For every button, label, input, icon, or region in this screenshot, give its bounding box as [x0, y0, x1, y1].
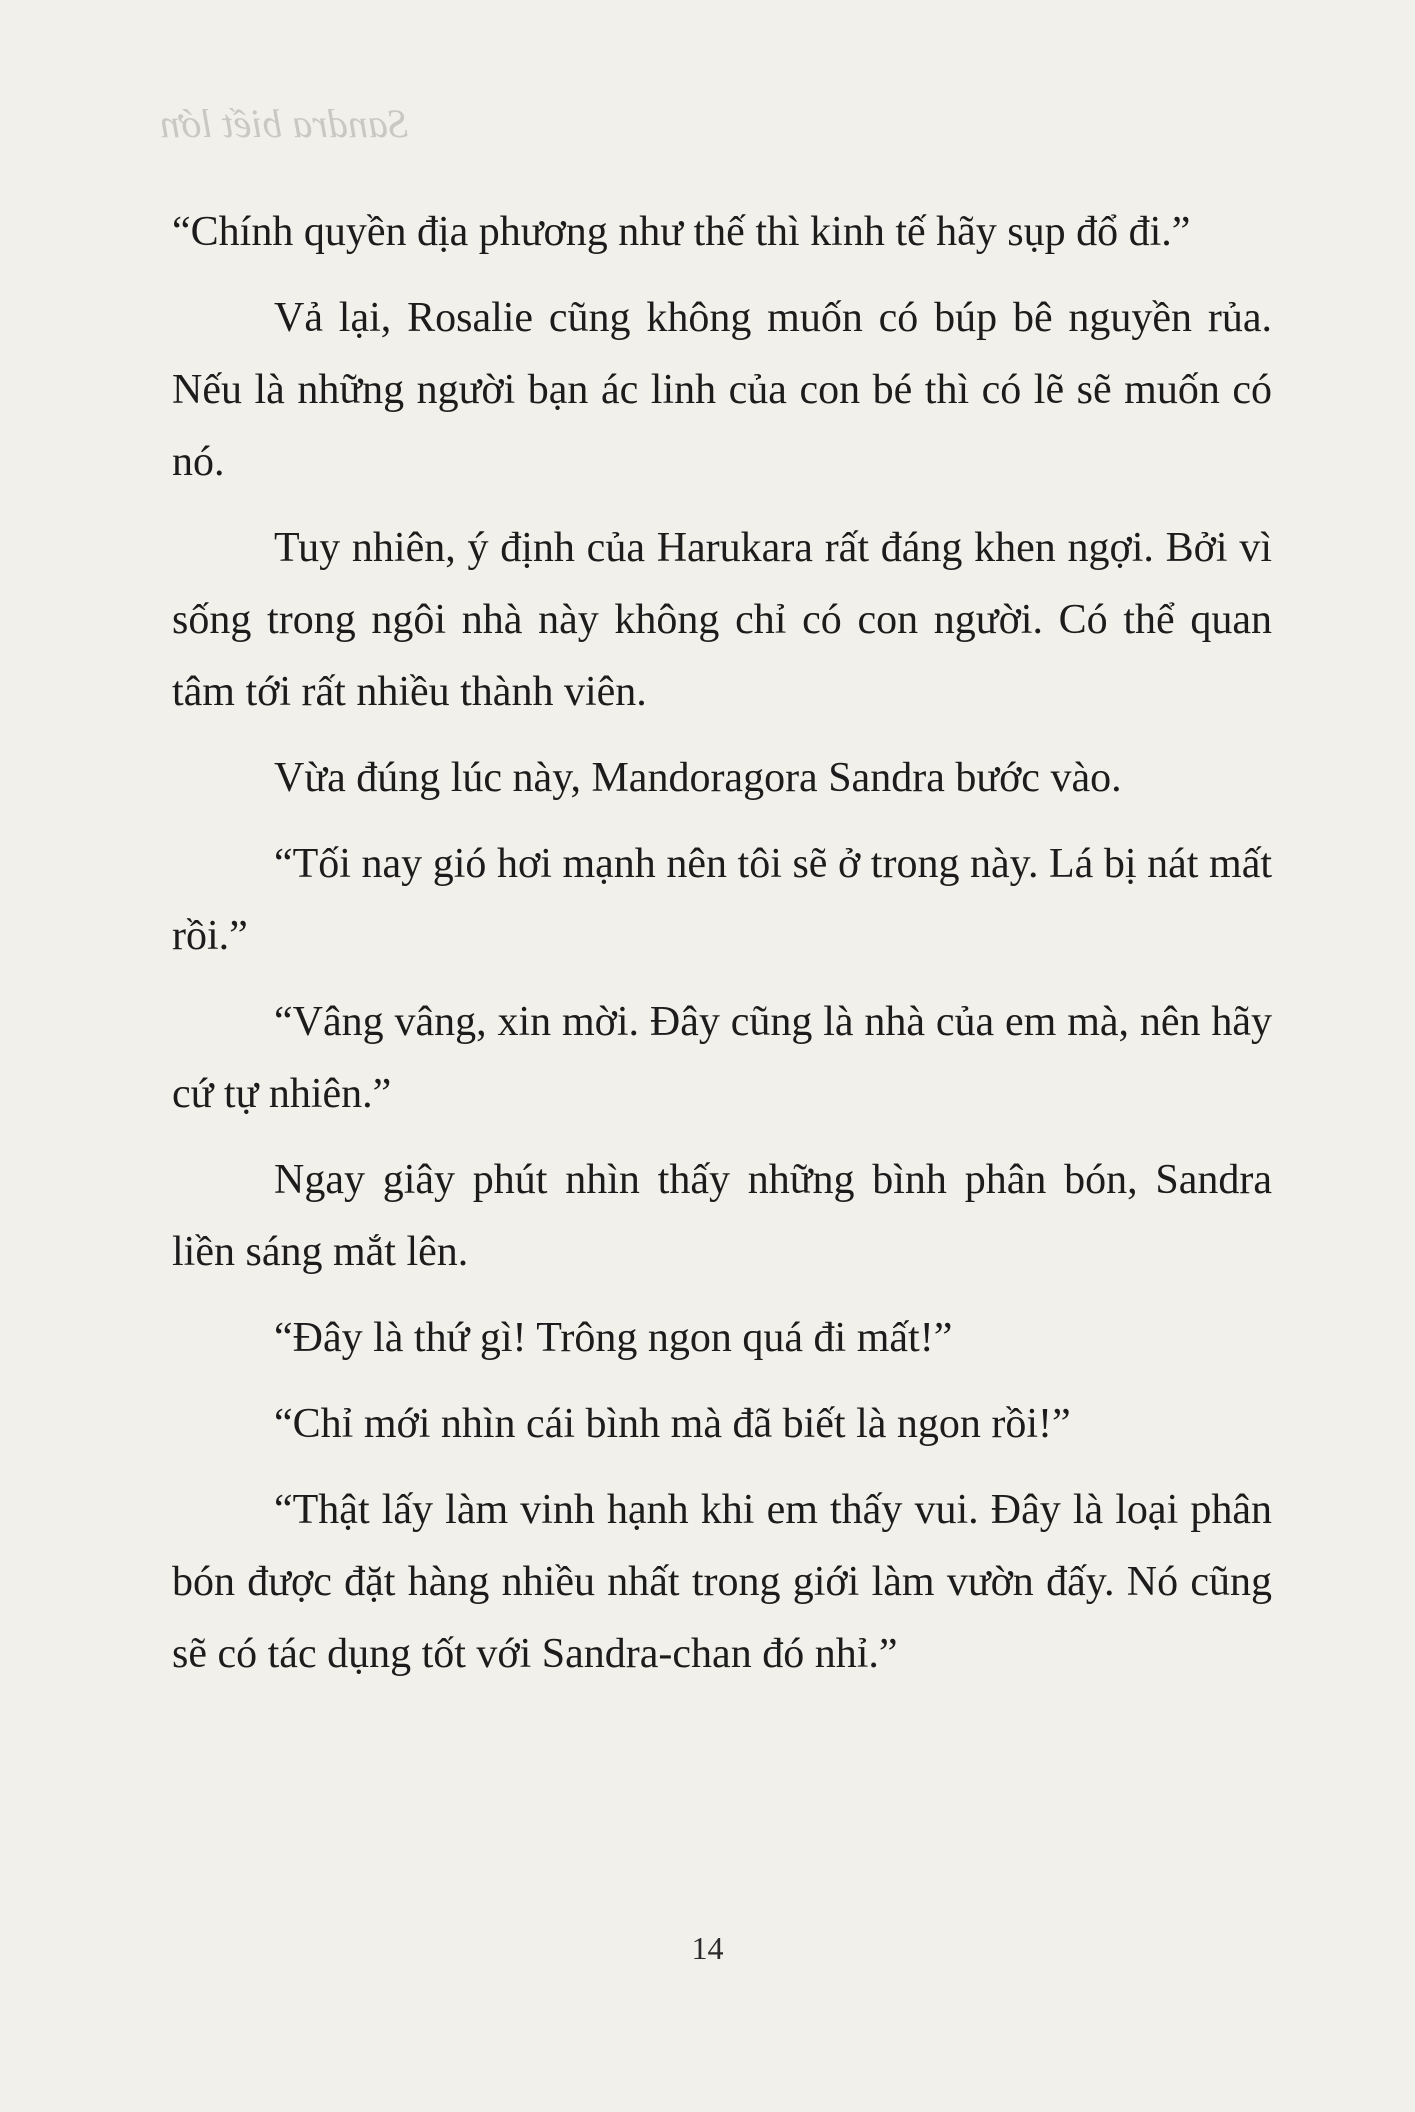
paragraph: “Chỉ mới nhìn cái bình mà đã biết là ngon rồi!” [274, 1401, 1071, 1447]
body-text [172, 196, 1272, 1704]
paragraph: Vừa đúng lúc này, Mandoragora Sandra bước vào. [274, 755, 1122, 801]
page-number: 14 [691, 1930, 724, 1966]
paragraph: Vả lại, Rosalie cũng không muốn có búp bê nguyền rủa. Nếu là những người bạn ác linh của con bé thì có lẽ sẽ muốn có nó. [172, 295, 1272, 485]
paragraph: “Vâng vâng, xin mời. Đây cũng là nhà của em mà, nên hãy cứ tự nhiên.” [172, 999, 1272, 1117]
paragraph: “Thật lấy làm vinh hạnh khi em thấy vui. Đây là loại phân bón được đặt hàng nhiều nhất trong giới làm vườn đấy. Nó cũng sẽ có tác dụng tốt với Sandra-chan đó nhỉ.” [172, 1487, 1272, 1677]
paragraph: Tuy nhiên, ý định của Harukara rất đáng khen ngợi. Bởi vì sống trong ngôi nhà này không chỉ có con người. Có thể quan tâm tới rất nhiều thành viên. [172, 525, 1272, 715]
paragraph: “Tối nay gió hơi mạnh nên tôi sẽ ở trong này. Lá bị nát mất rồi.” [172, 841, 1272, 959]
paragraph: Ngay giây phút nhìn thấy những bình phân bón, Sandra liền sáng mắt lên. [172, 1157, 1272, 1275]
show-through-header: Sandra biết lớn [160, 101, 409, 146]
paragraph: “Chính quyền địa phương như thế thì kinh tế hãy sụp đổ đi.” [172, 209, 1191, 255]
paragraph: “Đây là thứ gì! Trông ngon quá đi mất!” [274, 1315, 953, 1361]
